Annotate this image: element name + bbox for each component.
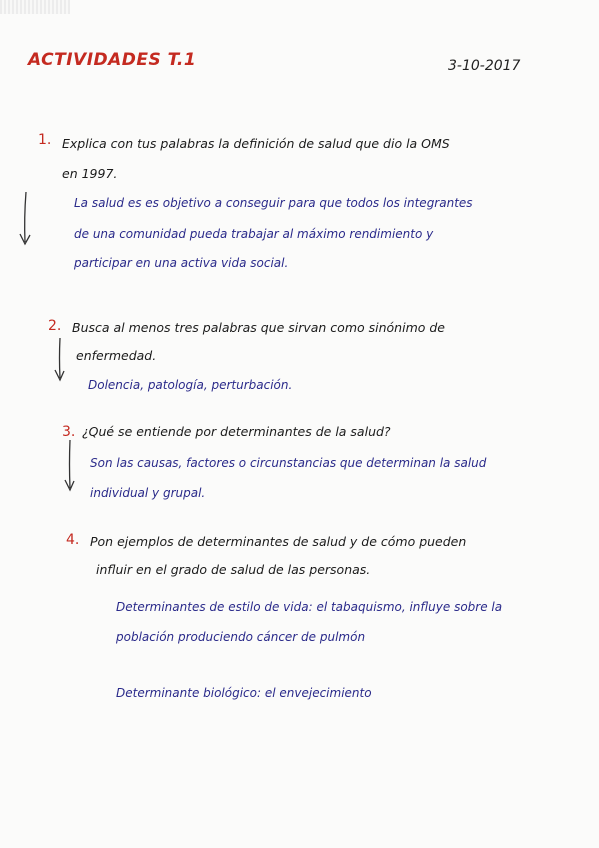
page-title: ACTIVIDADES T.1 (28, 50, 197, 70)
scan-artifact (0, 0, 70, 14)
answer-4-line-1: Determinantes de estilo de vida: el tabaquismo, influye sobre la (116, 600, 503, 614)
question-2-number: 2. (48, 318, 62, 334)
question-2-line-1: Busca al menos tres palabras que sirvan como sinónimo de (72, 320, 445, 335)
answer-arrow-icon (16, 190, 36, 250)
answer-4-line-3: Determinante biológico: el envejecimiento (116, 686, 372, 700)
question-4-number: 4. (66, 532, 80, 548)
answer-arrow-icon (60, 438, 80, 494)
answer-1-line-1: La salud es es objetivo a conseguir para que todos los integrantes (74, 196, 473, 210)
answer-arrow-icon (50, 336, 70, 384)
question-3-number: 3. (62, 424, 76, 440)
question-4-line-1: Pon ejemplos de determinantes de salud y de cómo pueden (90, 534, 467, 549)
answer-3-line-2: individual y grupal. (90, 486, 206, 500)
question-3-line-1: ¿Qué se entiende por determinantes de la salud? (82, 424, 391, 439)
answer-3-line-1: Son las causas, factores o circunstancias que determinan la salud (90, 456, 487, 470)
question-4-line-2: influir en el grado de salud de las personas. (96, 562, 371, 577)
question-1-number: 1. (38, 132, 52, 148)
question-2-line-2: enfermedad. (76, 348, 157, 363)
answer-4-line-2: población produciendo cáncer de pulmón (116, 630, 366, 644)
question-1-line-2: en 1997. (62, 166, 118, 181)
answer-1-line-3: participar en una activa vida social. (74, 256, 289, 270)
answer-2-line-1: Dolencia, patología, perturbación. (88, 378, 293, 392)
answer-1-line-2: de una comunidad pueda trabajar al máximo rendimiento y (74, 227, 434, 241)
question-1-line-1: Explica con tus palabras la definición de salud que dio la OMS (62, 136, 450, 151)
page-date: 3-10-2017 (448, 58, 521, 74)
